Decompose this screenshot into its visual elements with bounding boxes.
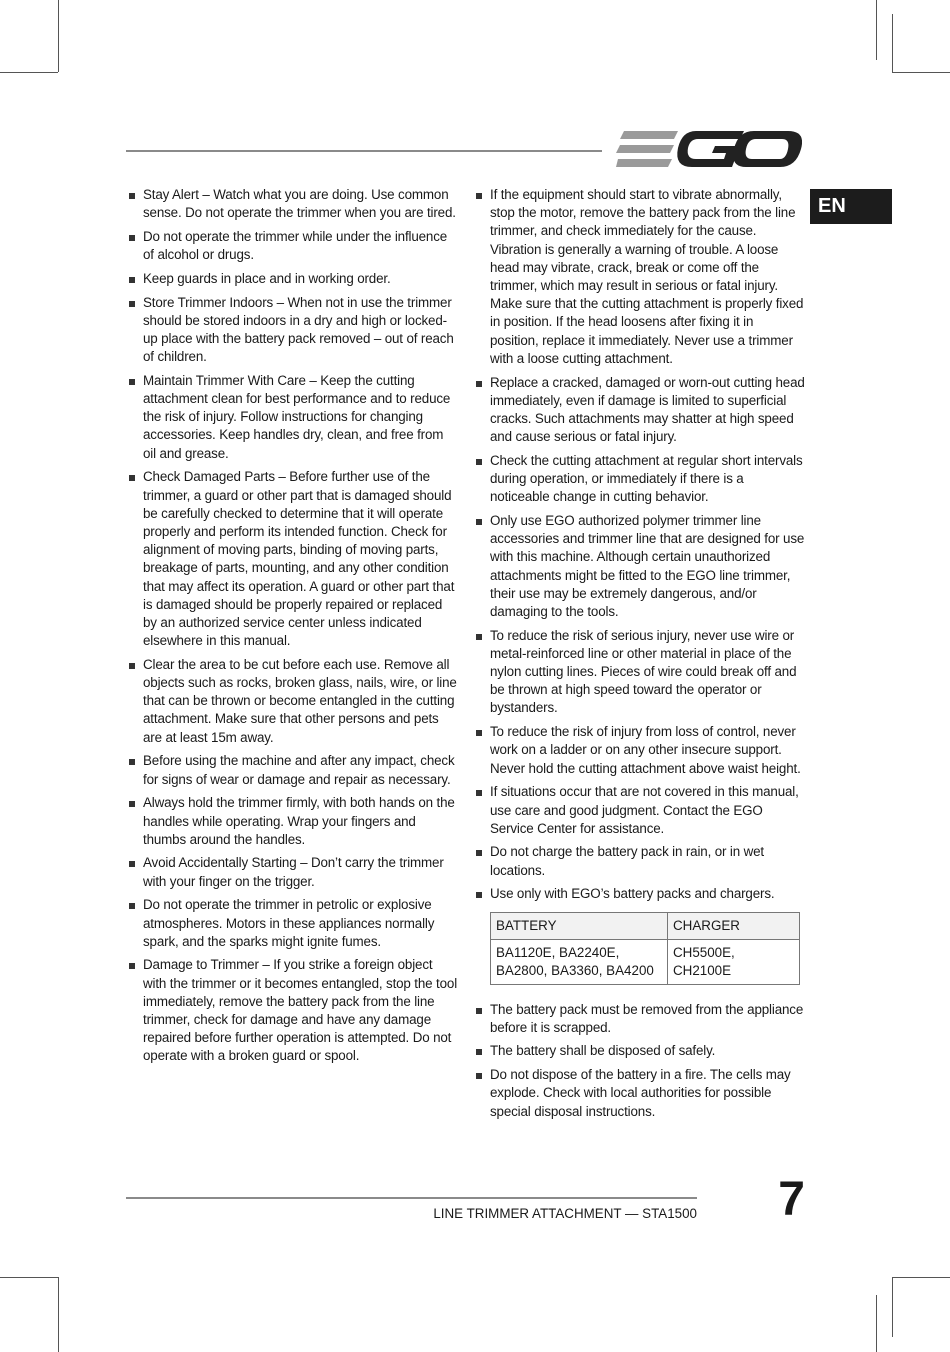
bullet-square-icon	[129, 475, 135, 481]
bullet-square-icon	[476, 519, 482, 525]
crop-mark	[892, 72, 950, 73]
footer-rule	[126, 1197, 697, 1199]
list-item	[475, 1066, 805, 1121]
table-header-charger: CHARGER	[668, 912, 800, 939]
list-item	[475, 843, 805, 879]
crop-mark	[892, 1277, 893, 1337]
crop-mark	[0, 72, 58, 73]
crop-mark	[892, 14, 893, 72]
list-item-text: The battery shall be disposed of safely.	[490, 1043, 716, 1059]
list-item-text: Keep guards in place and in working order.	[143, 270, 391, 286]
list-item	[128, 956, 458, 1065]
list-item-text: Only use EGO authorized polymer trimmer line accessories and trimmer line that are designed for use with this machine. Although certain unauthorized attachments might be fitted to the EGO line trimmer, their use may be extremely dangerous, and/or damaging to the tools.	[490, 512, 805, 619]
list-item-text: Check the cutting attachment at regular short intervals during operation, or immediately if there is a noticeable change in cutting behavior.	[490, 452, 803, 505]
bullet-square-icon	[129, 903, 135, 909]
list-item	[475, 452, 805, 507]
left-bullet-list	[128, 186, 458, 1066]
crop-mark	[876, 0, 877, 60]
right-bullet-list	[475, 186, 805, 904]
bullet-square-icon	[476, 459, 482, 465]
bullet-square-icon	[476, 790, 482, 796]
bullet-square-icon	[476, 634, 482, 640]
bullet-square-icon	[129, 663, 135, 669]
list-item-text: Do not operate the trimmer in petrolic or explosive atmospheres. Motors in these appliances normally spark, and the sparks might ignite fumes.	[143, 897, 435, 949]
list-item-text: Use only with EGO’s battery packs and chargers.	[490, 886, 775, 902]
header-rule	[126, 150, 602, 152]
table-header-battery: BATTERY	[491, 912, 668, 939]
list-item-text: Avoid Accidentally Starting – Don’t carry the trimmer with your finger on the trigger.	[143, 855, 444, 889]
bullet-square-icon	[129, 963, 135, 969]
right-column	[475, 186, 805, 1126]
list-item	[128, 854, 458, 890]
bullet-square-icon	[129, 193, 135, 199]
list-item	[128, 270, 458, 288]
list-item-text: Do not charge the battery pack in rain, or in wet locations.	[490, 844, 765, 878]
left-column	[128, 186, 458, 1071]
list-item-text: If the equipment should start to vibrate abnormally, stop the motor, remove the battery pack from the line trimmer, and check immediately for the cause. Vibration is generally a warning of trouble. A loose head may vibrate, crack, break or come off the trimmer, which may result in serious or fatal injury. Make sure that the cutting attachment is properly fixed in position. If the head loosens after fixing it in position, replace it immediately. Never use a trimmer with a loose cutting attachment.	[490, 187, 804, 366]
bullet-square-icon	[129, 277, 135, 283]
list-item	[128, 294, 458, 367]
bullet-square-icon	[476, 193, 482, 199]
bullet-square-icon	[129, 379, 135, 385]
list-item-text: To reduce the risk of injury from loss of control, never work on a ladder or on any other insecure support. Never hold the cutting attachment above waist height.	[490, 724, 801, 776]
bullet-square-icon	[476, 892, 482, 898]
list-item	[475, 374, 805, 447]
bullet-square-icon	[129, 301, 135, 307]
table-cell-charger-models: CH5500E, CH2100E	[668, 939, 800, 984]
list-item-text: Before using the machine and after any impact, check for signs of wear or damage and repair as necessary.	[143, 753, 455, 787]
list-item-text: Maintain Trimmer With Care – Keep the cutting attachment clean for best performance and to reduce the risk of injury. Follow instructions for changing accessories. Keep handles dry, clean, and free from oil and grease.	[143, 372, 451, 461]
list-item	[475, 783, 805, 838]
bullet-square-icon	[476, 381, 482, 387]
crop-mark	[0, 1277, 58, 1278]
footer-title: LINE TRIMMER ATTACHMENT — STA1500	[433, 1206, 697, 1221]
list-item	[475, 186, 805, 368]
list-item-text: If situations occur that are not covered in this manual, use care and good judgment. Contact the EGO Service Center for assistance.	[490, 784, 799, 836]
language-badge: EN	[810, 189, 892, 224]
list-item	[128, 186, 458, 222]
bullet-square-icon	[476, 730, 482, 736]
bullet-square-icon	[476, 850, 482, 856]
bullet-square-icon	[129, 759, 135, 765]
list-item-text: Do not dispose of the battery in a fire. The cells may explode. Check with local authorities for possible special disposal instructions.	[490, 1067, 791, 1119]
list-item	[475, 627, 805, 718]
list-item-text: Replace a cracked, damaged or worn-out cutting head immediately, even if damage is limited to superficial cracks. Such attachments may shatter at high speed and cause serious or fatal injury.	[490, 374, 805, 445]
list-item-text: To reduce the risk of serious injury, never use wire or metal-reinforced line or other material in place of the nylon cutting lines. Pieces of wire could break off and be thrown at high speed toward the operator or bystanders.	[490, 627, 797, 716]
bullet-square-icon	[129, 801, 135, 807]
list-item-text: Stay Alert – Watch what you are doing. Use common sense. Do not operate the trimmer when you are tired.	[143, 187, 456, 221]
list-item	[128, 896, 458, 951]
list-item-text: The battery pack must be removed from the appliance before it is scrapped.	[490, 1001, 804, 1035]
list-item	[128, 228, 458, 264]
crop-mark	[876, 1295, 877, 1352]
crop-mark	[58, 0, 59, 72]
ego-logo	[616, 126, 802, 172]
list-item	[475, 1042, 805, 1060]
bullet-square-icon	[129, 235, 135, 241]
list-item	[475, 1001, 805, 1037]
list-item-text: Check Damaged Parts – Before further use of the trimmer, a guard or other part that is damaged should be carefully checked to determine that it will operate properly and perform its intended function. Check for alignment of moving parts, binding of moving parts, breakage of parts, mounting, and any other condition that may affect its operation. A guard or other part that is damaged should be properly repaired or replaced by an authorized service center unless indicated elsewhere in this manual.	[143, 469, 455, 649]
list-item-text: Do not operate the trimmer while under the influence of alcohol or drugs.	[143, 228, 448, 263]
list-item	[475, 723, 805, 778]
list-item	[128, 752, 458, 788]
list-item	[128, 656, 458, 747]
table-header-row	[491, 912, 800, 939]
list-item-text: Clear the area to be cut before each use. Remove all objects such as rocks, broken glass, nails, wire, or line that can be thrown or become entangled in the cutting attachment. Make sure that other persons and pets are at least 15m away.	[143, 656, 457, 745]
list-item-text: Store Trimmer Indoors – When not in use the trimmer should be stored indoors in a dry and high or locked-up place with the battery pack removed – out of reach of children.	[143, 294, 454, 365]
crop-mark	[58, 1277, 59, 1352]
right-bullet-list-bottom	[475, 1001, 805, 1121]
battery-charger-table	[490, 912, 800, 985]
list-item	[128, 468, 458, 650]
list-item	[128, 372, 458, 463]
bullet-square-icon	[476, 1049, 482, 1055]
bullet-square-icon	[476, 1073, 482, 1079]
list-item	[475, 512, 805, 621]
list-item	[475, 885, 805, 903]
bullet-square-icon	[476, 1008, 482, 1014]
table-row	[491, 939, 800, 984]
list-item-text: Damage to Trimmer – If you strike a foreign object with the trimmer or it becomes entangled, stop the tool immediately, remove the battery pack from the line trimmer, check for damage and have any damage repaired before further operation is attempted. Do not operate with a broken guard or spool.	[143, 957, 458, 1064]
bullet-square-icon	[129, 861, 135, 867]
page-number: 7	[778, 1173, 805, 1226]
crop-mark	[892, 1277, 950, 1278]
list-item	[128, 794, 458, 849]
list-item-text: Always hold the trimmer firmly, with both hands on the handles while operating. Wrap your fingers and thumbs around the handles.	[143, 795, 455, 847]
table-cell-battery-models: BA1120E, BA2240E, BA2800, BA3360, BA4200	[491, 939, 668, 984]
